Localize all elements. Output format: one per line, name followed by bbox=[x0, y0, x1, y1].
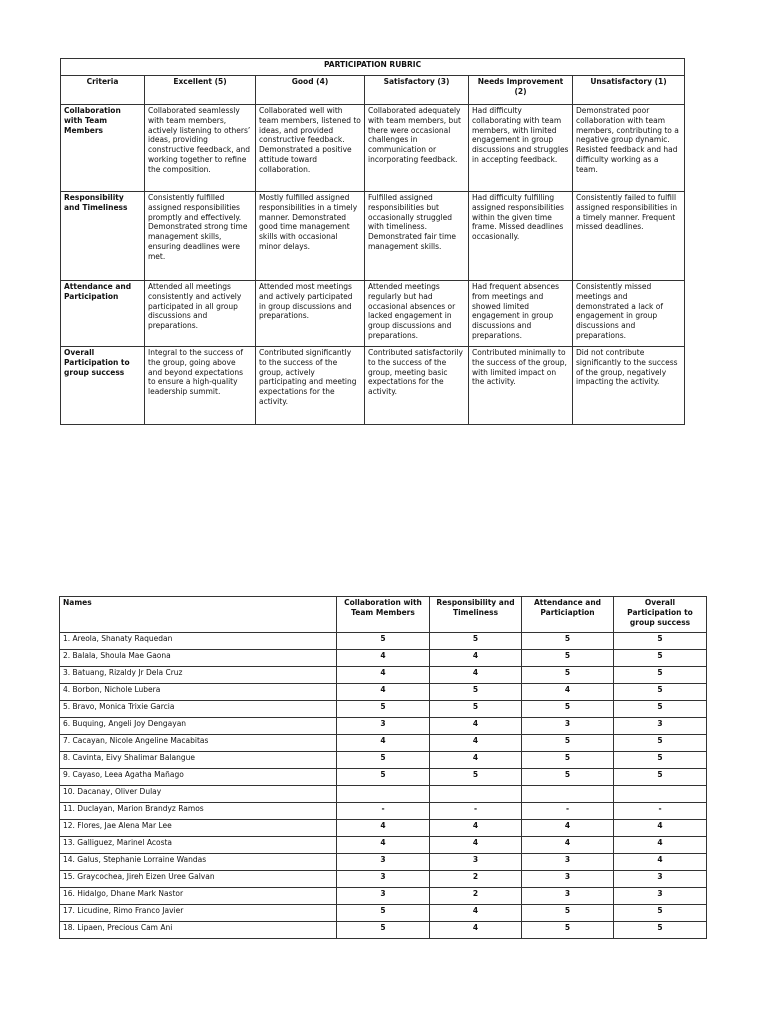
score-cell: 4 bbox=[430, 650, 522, 667]
score-cell: 3 bbox=[614, 888, 707, 905]
score-cell: 3 bbox=[430, 854, 522, 871]
score-cell: 5 bbox=[430, 684, 522, 701]
score-cell: 4 bbox=[430, 667, 522, 684]
score-cell bbox=[522, 786, 614, 803]
score-cell: 4 bbox=[522, 837, 614, 854]
table-row bbox=[60, 871, 707, 888]
score-cell: 4 bbox=[430, 735, 522, 752]
table-row bbox=[60, 905, 707, 922]
score-cell: 3 bbox=[522, 854, 614, 871]
rubric-cell: Consistently missed meetings and demonstrated a lack of engagement in group discussions and preparations. bbox=[573, 281, 685, 347]
score-cell bbox=[430, 786, 522, 803]
score-cell: 4 bbox=[522, 684, 614, 701]
rubric-cell: Collaborated well with team members, listened to ideas, and provided constructive feedback. Demonstrated a positive attitude toward collaboration. bbox=[256, 105, 365, 192]
table-row bbox=[60, 888, 707, 905]
table-row bbox=[60, 718, 707, 735]
rubric-cell: Fulfilled assigned responsibilities but occasionally struggled with timeliness. Demonstrated fair time management skills. bbox=[365, 192, 469, 281]
score-cell: 5 bbox=[522, 735, 614, 752]
rubric-cell: Contributed significantly to the success of the group, actively participating and meeting expectations for the activity. bbox=[256, 347, 365, 425]
rubric-cell: Demonstrated poor collaboration with team members, contributing to a negative group dynamic. Resisted feedback and had difficulty working as a team. bbox=[573, 105, 685, 192]
score-cell: 3 bbox=[337, 854, 430, 871]
student-name: 2. Balala, Shoula Mae Gaona bbox=[60, 650, 337, 667]
score-cell: 5 bbox=[614, 633, 707, 650]
rubric-criteria: Collaboration with Team Members bbox=[61, 105, 145, 192]
rubric-cell: Did not contribute significantly to the success of the group, negatively impacting the activity. bbox=[573, 347, 685, 425]
rubric-cell: Contributed satisfactorily to the success of the group, meeting basic expectations for the activity. bbox=[365, 347, 469, 425]
scores-header: Attendance and Particiaption bbox=[522, 597, 614, 633]
rubric-row bbox=[61, 281, 685, 347]
score-cell: 4 bbox=[614, 820, 707, 837]
table-row bbox=[60, 837, 707, 854]
student-name: 6. Buquing, Angeli Joy Dengayan bbox=[60, 718, 337, 735]
score-cell: 5 bbox=[430, 701, 522, 718]
score-cell: 4 bbox=[430, 752, 522, 769]
table-row bbox=[60, 684, 707, 701]
score-cell bbox=[614, 786, 707, 803]
student-name: 12. Flores, Jae Alena Mar Lee bbox=[60, 820, 337, 837]
student-name: 14. Galus, Stephanie Lorraine Wandas bbox=[60, 854, 337, 871]
score-cell: 5 bbox=[614, 650, 707, 667]
table-row bbox=[60, 650, 707, 667]
score-cell: 5 bbox=[337, 633, 430, 650]
score-cell: 5 bbox=[614, 752, 707, 769]
rubric-header: Unsatisfactory (1) bbox=[573, 76, 685, 105]
score-cell: 3 bbox=[614, 718, 707, 735]
score-cell: 4 bbox=[614, 854, 707, 871]
score-cell: 5 bbox=[614, 701, 707, 718]
rubric-cell: Consistently fulfilled assigned responsibilities promptly and effectively. Demonstrated strong time management skills, ensuring deadlines were met. bbox=[145, 192, 256, 281]
rubric-header: Needs Improvement (2) bbox=[469, 76, 573, 105]
participation-scores-table bbox=[59, 596, 707, 939]
rubric-cell: Collaborated seamlessly with team members, actively listening to others’ ideas, providing constructive feedback, and working together to refine the composition. bbox=[145, 105, 256, 192]
score-cell: 2 bbox=[430, 871, 522, 888]
score-cell: 2 bbox=[430, 888, 522, 905]
rubric-header: Satisfactory (3) bbox=[365, 76, 469, 105]
rubric-cell: Mostly fulfilled assigned responsibilities in a timely manner. Demonstrated good time management skills with occasional minor delays. bbox=[256, 192, 365, 281]
rubric-criteria: Overall Participation to group success bbox=[61, 347, 145, 425]
table-row bbox=[60, 752, 707, 769]
score-cell bbox=[337, 786, 430, 803]
score-cell: 5 bbox=[614, 735, 707, 752]
student-name: 9. Cayaso, Leea Agatha Mañago bbox=[60, 769, 337, 786]
score-cell: 4 bbox=[337, 684, 430, 701]
rubric-cell: Had difficulty fulfilling assigned responsibilities within the given time frame. Missed deadlines occasionally. bbox=[469, 192, 573, 281]
score-cell: 3 bbox=[522, 871, 614, 888]
rubric-cell: Attended all meetings consistently and actively participated in all group discussions and preparations. bbox=[145, 281, 256, 347]
score-cell: - bbox=[430, 803, 522, 820]
scores-header-row bbox=[60, 597, 707, 633]
student-name: 11. Duclayan, Marion Brandyz Ramos bbox=[60, 803, 337, 820]
student-name: 4. Borbon, Nichole Lubera bbox=[60, 684, 337, 701]
student-name: 13. Galliguez, Marinel Acosta bbox=[60, 837, 337, 854]
score-cell: 4 bbox=[614, 837, 707, 854]
rubric-row bbox=[61, 105, 685, 192]
table-row bbox=[60, 803, 707, 820]
score-cell: 5 bbox=[430, 769, 522, 786]
score-cell: 5 bbox=[430, 633, 522, 650]
rubric-header: Excellent (5) bbox=[145, 76, 256, 105]
rubric-row bbox=[61, 192, 685, 281]
scores-header: Names bbox=[60, 597, 337, 633]
score-cell: 4 bbox=[430, 922, 522, 939]
scores-header: Overall Participation to group success bbox=[614, 597, 707, 633]
score-cell: 4 bbox=[430, 718, 522, 735]
rubric-header: Good (4) bbox=[256, 76, 365, 105]
student-name: 10. Dacanay, Oliver Dulay bbox=[60, 786, 337, 803]
score-cell: 5 bbox=[337, 922, 430, 939]
score-cell: - bbox=[614, 803, 707, 820]
rubric-cell: Integral to the success of the group, going above and beyond expectations to ensure a high-quality leadership summit. bbox=[145, 347, 256, 425]
rubric-row bbox=[61, 347, 685, 425]
score-cell: 3 bbox=[522, 888, 614, 905]
score-cell: 5 bbox=[522, 667, 614, 684]
student-name: 8. Cavinta, Eivy Shalimar Balangue bbox=[60, 752, 337, 769]
table-row bbox=[60, 922, 707, 939]
student-name: 18. Lipaen, Precious Cam Ani bbox=[60, 922, 337, 939]
score-cell: 5 bbox=[522, 905, 614, 922]
score-cell: 4 bbox=[430, 820, 522, 837]
rubric-cell: Collaborated adequately with team members, but there were occasional challenges in communication or incorporating feedback. bbox=[365, 105, 469, 192]
score-cell: 4 bbox=[337, 837, 430, 854]
rubric-cell: Attended most meetings and actively participated in group discussions and preparations. bbox=[256, 281, 365, 347]
score-cell: 5 bbox=[522, 922, 614, 939]
rubric-cell: Consistently failed to fulfill assigned responsibilities in a timely manner. Frequent missed deadlines. bbox=[573, 192, 685, 281]
score-cell: 5 bbox=[522, 769, 614, 786]
rubric-cell: Had difficulty collaborating with team members, with limited engagement in group discussions and struggles in accepting feedback. bbox=[469, 105, 573, 192]
table-row bbox=[60, 633, 707, 650]
table-row bbox=[60, 769, 707, 786]
score-cell: 5 bbox=[614, 684, 707, 701]
rubric-header-row bbox=[61, 76, 685, 105]
rubric-title: PARTICIPATION RUBRIC bbox=[61, 59, 685, 76]
table-row bbox=[60, 854, 707, 871]
score-cell: 5 bbox=[337, 769, 430, 786]
student-name: 1. Areola, Shanaty Raquedan bbox=[60, 633, 337, 650]
score-cell: 5 bbox=[337, 701, 430, 718]
rubric-cell: Contributed minimally to the success of the group, with limited impact on the activity. bbox=[469, 347, 573, 425]
score-cell: 4 bbox=[522, 820, 614, 837]
score-cell: 3 bbox=[337, 888, 430, 905]
score-cell: - bbox=[522, 803, 614, 820]
score-cell: 5 bbox=[337, 905, 430, 922]
score-cell: 5 bbox=[614, 922, 707, 939]
score-cell: 5 bbox=[614, 769, 707, 786]
score-cell: 4 bbox=[430, 905, 522, 922]
score-cell: 4 bbox=[430, 837, 522, 854]
rubric-cell: Attended meetings regularly but had occasional absences or lacked engagement in group discussions and preparations. bbox=[365, 281, 469, 347]
table-row bbox=[60, 820, 707, 837]
rubric-cell: Had frequent absences from meetings and showed limited engagement in group discussions and preparations. bbox=[469, 281, 573, 347]
score-cell: 5 bbox=[522, 752, 614, 769]
student-name: 15. Graycochea, Jireh Eizen Uree Galvan bbox=[60, 871, 337, 888]
score-cell: 5 bbox=[337, 752, 430, 769]
scores-header: Responsibility and Timeliness bbox=[430, 597, 522, 633]
score-cell: 3 bbox=[614, 871, 707, 888]
score-cell: - bbox=[337, 803, 430, 820]
score-cell: 5 bbox=[522, 701, 614, 718]
score-cell: 5 bbox=[522, 633, 614, 650]
score-cell: 5 bbox=[614, 667, 707, 684]
score-cell: 5 bbox=[522, 650, 614, 667]
score-cell: 4 bbox=[337, 735, 430, 752]
score-cell: 3 bbox=[522, 718, 614, 735]
table-row bbox=[60, 786, 707, 803]
table-row bbox=[60, 735, 707, 752]
student-name: 7. Cacayan, Nicole Angeline Macabitas bbox=[60, 735, 337, 752]
student-name: 3. Batuang, Rizaldy Jr Dela Cruz bbox=[60, 667, 337, 684]
rubric-criteria: Responsibility and Timeliness bbox=[61, 192, 145, 281]
score-cell: 4 bbox=[337, 650, 430, 667]
student-name: 5. Bravo, Monica Trixie Garcia bbox=[60, 701, 337, 718]
table-row bbox=[60, 667, 707, 684]
score-cell: 3 bbox=[337, 871, 430, 888]
rubric-criteria: Attendance and Participation bbox=[61, 281, 145, 347]
student-name: 16. Hidalgo, Dhane Mark Nastor bbox=[60, 888, 337, 905]
participation-rubric-table bbox=[60, 58, 685, 425]
score-cell: 3 bbox=[337, 718, 430, 735]
rubric-header: Criteria bbox=[61, 76, 145, 105]
scores-header: Collaboration with Team Members bbox=[337, 597, 430, 633]
score-cell: 4 bbox=[337, 820, 430, 837]
student-name: 17. Licudine, Rimo Franco Javier bbox=[60, 905, 337, 922]
score-cell: 4 bbox=[337, 667, 430, 684]
table-row bbox=[60, 701, 707, 718]
score-cell: 5 bbox=[614, 905, 707, 922]
